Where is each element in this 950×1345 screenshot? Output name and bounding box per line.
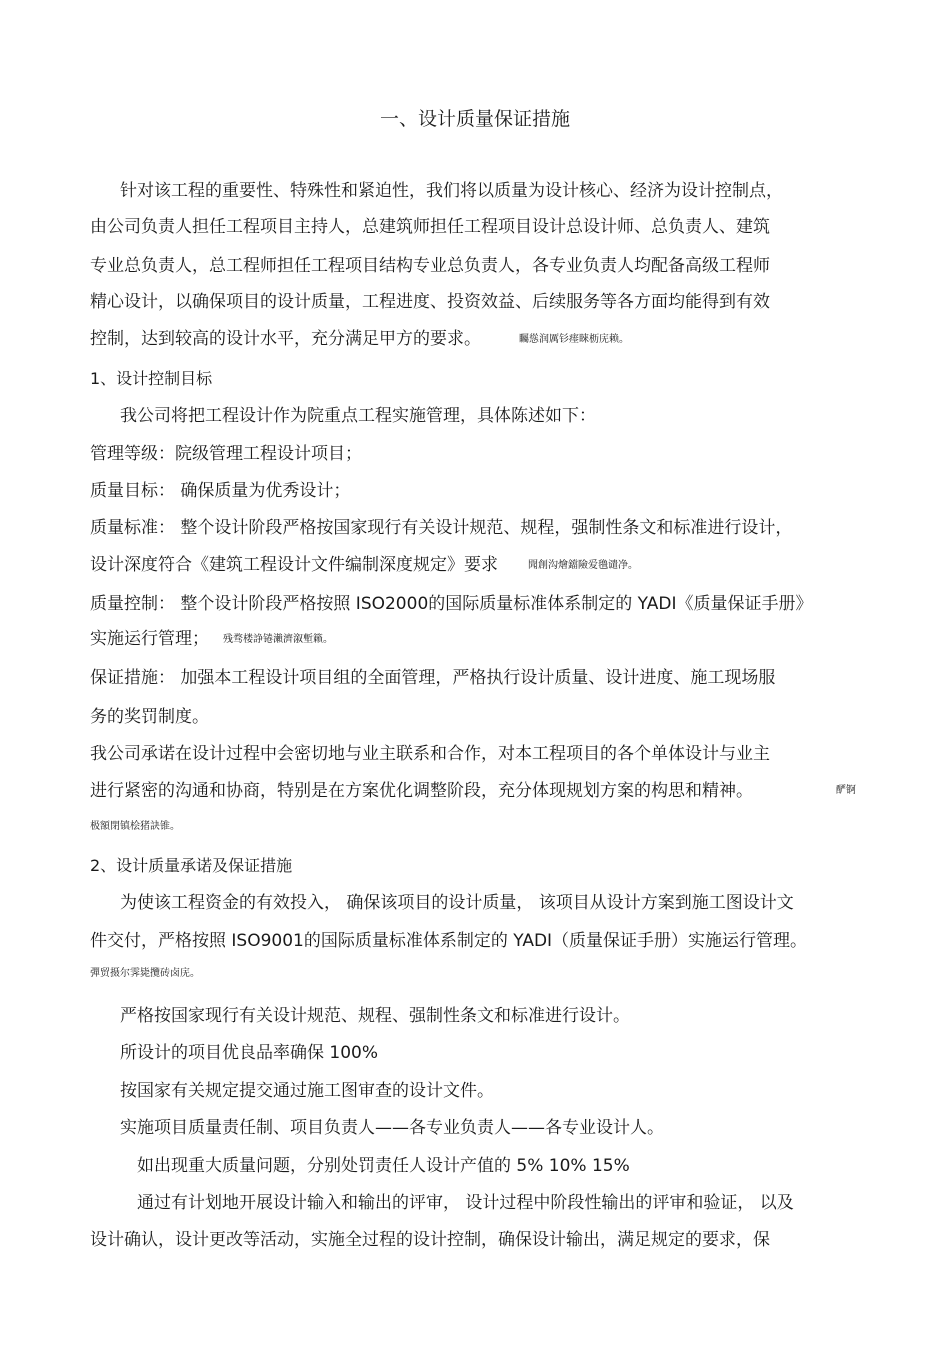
section2-para2-line-2: 设计确认，设计更改等活动，实施全过程的设计控制，确保设计输出，满足规定的要求，保 — [90, 1230, 770, 1250]
quality-control-small-note: 残骛楼諍锩瀨濟溆塹籟。 — [223, 634, 333, 645]
measure-item-4: 实施项目质量责任制、项目负责人——各专业负责人——各专业设计人。 — [120, 1118, 664, 1138]
measure-item-1: 严格按国家现行有关设计规范、规程、强制性条文和标准进行设计。 — [120, 1006, 630, 1026]
measure-item-5: 如出现重大质量问题，分别处罚责任人设计产值的 5% 10% 15% — [137, 1156, 630, 1176]
commitment-line-2: 进行紧密的沟通和协商，特别是在方案优化调整阶段，充分体现规划方案的构思和精神。 — [90, 781, 753, 801]
section2-para1-line-1: 为使该工程资金的有效投入， 确保该项目的设计质量， 该项目从设计方案到施工图设计文 — [120, 893, 794, 913]
commitment-small-note-a: 酽锕 — [836, 785, 856, 796]
quality-control-line-2 — [90, 628, 333, 651]
commitment-line-1: 我公司承诺在设计过程中会密切地与业主联系和合作，对本工程项目的各个单体设计与业主 — [90, 744, 770, 764]
quality-standard-line-2-text: 设计深度符合《建筑工程设计文件编制深度规定》要求 — [90, 555, 498, 575]
section2-para2-line-1: 通过有计划地开展设计输入和输出的评审， 设计过程中阶段性输出的评审和验证， 以及 — [137, 1193, 794, 1213]
intro-line-2: 由公司负责人担任工程项目主持人，总建筑师担任工程项目设计总设计师、总负责人、建筑 — [90, 217, 770, 237]
guarantee-line-2: 务的奖罚制度。 — [90, 707, 209, 727]
page-title: 一、设计质量保证措施 — [379, 108, 570, 130]
measure-item-3: 按国家有关规定提交通过施工图审查的设计文件。 — [120, 1081, 494, 1101]
intro-line-3: 专业总负责人，总工程师担任工程项目结构专业总负责人，各专业负责人均配备高级工程师 — [90, 256, 770, 276]
quality-standard-line-1: 质量标准： 整个设计阶段严格按国家现行有关设计规范、规程，强制性条文和标准进行设计， — [90, 518, 793, 538]
measure-item-2: 所设计的项目优良品率确保 100% — [120, 1043, 379, 1063]
guarantee-line-1: 保证措施： 加强本工程设计项目组的全面管理，严格执行设计质量、设计进度、施工现场服 — [90, 668, 776, 688]
intro-line-4: 精心设计，以确保项目的设计质量，工程进度、投资效益、后续服务等各方面均能得到有效 — [90, 292, 770, 312]
quality-goal: 质量目标： 确保质量为优秀设计； — [90, 481, 351, 501]
section2-heading: 2、设计质量承诺及保证措施 — [90, 856, 293, 875]
intro-small-note: 矚慫润厲钐瘗睞枥庑赖。 — [519, 334, 629, 345]
quality-control-line-1: 质量控制： 整个设计阶段严格按照 ISO2000的国际质量标准体系制定的 YADI《质量保证手册》 — [90, 594, 813, 614]
management-level: 管理等级：院级管理工程设计项目； — [90, 444, 362, 464]
quality-standard-small-note: 聞創沟燴鐺險爱氇谴净。 — [528, 560, 638, 571]
section1-heading: 1、设计控制目标 — [90, 369, 213, 388]
section1-lead: 我公司将把工程设计作为院重点工程实施管理，具体陈述如下： — [120, 406, 596, 426]
section2-para1-line-2: 件交付，严格按照 ISO9001的国际质量标准体系制定的 YADI（质量保证手册）实施运行管理。 — [90, 931, 808, 951]
intro-line-5-text: 控制，达到较高的设计水平，充分满足甲方的要求。 — [90, 329, 481, 349]
commitment-small-note-b: 极額閉镇桧猪訣锥。 — [90, 821, 180, 832]
section2-para1-small-note: 彈贸摄尔霁毙攬砖卤庑。 — [90, 968, 200, 979]
intro-line-1: 针对该工程的重要性、特殊性和紧迫性，我们将以质量为设计核心、经济为设计控制点， — [120, 181, 783, 201]
quality-standard-line-2 — [90, 554, 638, 577]
intro-line-5 — [90, 328, 629, 351]
quality-control-line-2-text: 实施运行管理； — [90, 629, 209, 649]
